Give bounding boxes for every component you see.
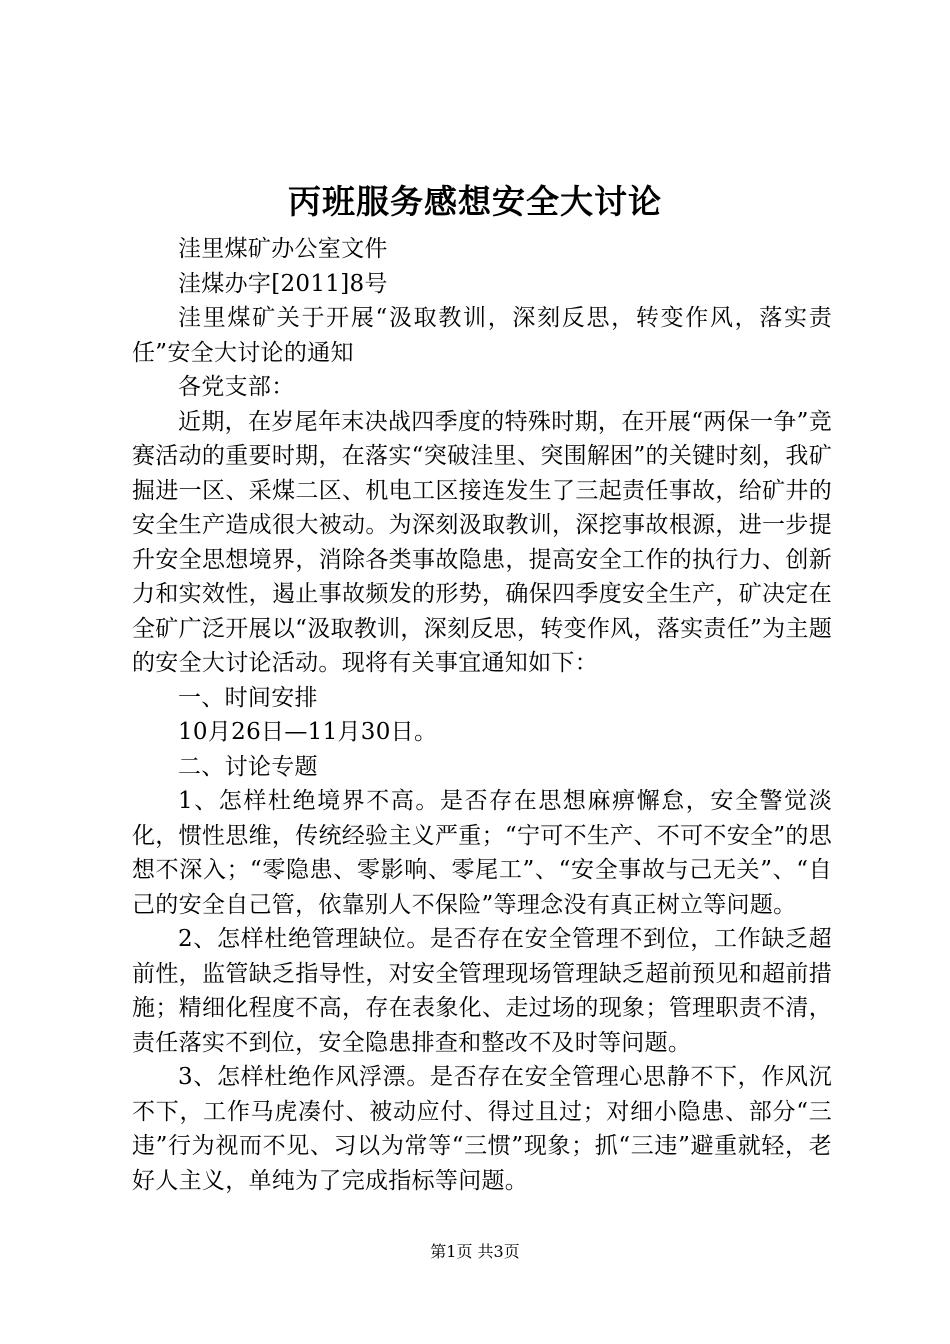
section-heading-schedule: 一、时间安排 (178, 684, 318, 711)
paragraph-schedule: 10月26日—11月30日。 (178, 719, 438, 745)
page-footer: 第1页 共3页 (430, 1242, 520, 1261)
paragraph-notice-title: 洼里煤矿关于开展“汲取教训，深刻反思，转变作风，落实责任”安全大讨论的通知 (132, 305, 832, 366)
paragraph-salutation: 各党支部： (178, 374, 295, 400)
paragraph-topic-1: 1、怎样杜绝境界不高。是否存在思想麻痹懈怠，安全警觉淡化，惯性思维，传统经验主义严重；“宁可不生产、不可不安全”的思想不深入；“零隐患、零影响、零尾工”、“安全事故与己无关”、“自己的安全自己管，依靠别人不保险”等理念没有真正树立等问题。 (132, 788, 832, 918)
document-body (132, 232, 832, 1198)
section-heading-topics: 二、讨论专题 (178, 753, 318, 780)
paragraph-intro: 近期，在岁尾年末决战四季度的特殊时期，在开展“两保一争”竞赛活动的重要时期，在落实“突破洼里、突围解困”的关键时刻，我矿掘进一区、采煤二区、机电工区接连发生了三起责任事故，给矿井的安全生产造成很大被动。为深刻汲取教训，深挖事故根源，进一步提升安全思想境界，消除各类事故隐患，提高安全工作的执行力、创新力和实效性，遏止事故频发的形势，确保四季度安全生产，矿决定在全矿广泛开展以“汲取教训，深刻反思，转变作风，落实责任”为主题的安全大讨论活动。现将有关事宜通知如下： (132, 408, 832, 676)
paragraph-topic-2: 2、怎样杜绝管理缺位。是否存在安全管理不到位，工作缺乏超前性，监管缺乏指导性，对安全管理现场管理缺乏超前预见和超前措施；精细化程度不高，存在表象化、走过场的现象；管理职责不清，责任落实不到位，安全隐患排查和整改不及时等问题。 (132, 926, 832, 1056)
paragraph-issuer: 洼里煤矿办公室文件 (178, 236, 388, 262)
paragraph-topic-3: 3、怎样杜绝作风浮漂。是否存在安全管理心思静不下，作风沉不下，工作马虎凑付、被动应付、得过且过；对细小隐患、部分“三违”行为视而不见、习以为常等“三惯”现象；抓“三违”避重就轻，老好人主义，单纯为了完成指标等问题。 (132, 1064, 832, 1194)
paragraph-doc-number: 洼煤办字[2011]8号 (178, 270, 388, 297)
document-title: 丙班服务感想安全大讨论 (288, 182, 662, 221)
